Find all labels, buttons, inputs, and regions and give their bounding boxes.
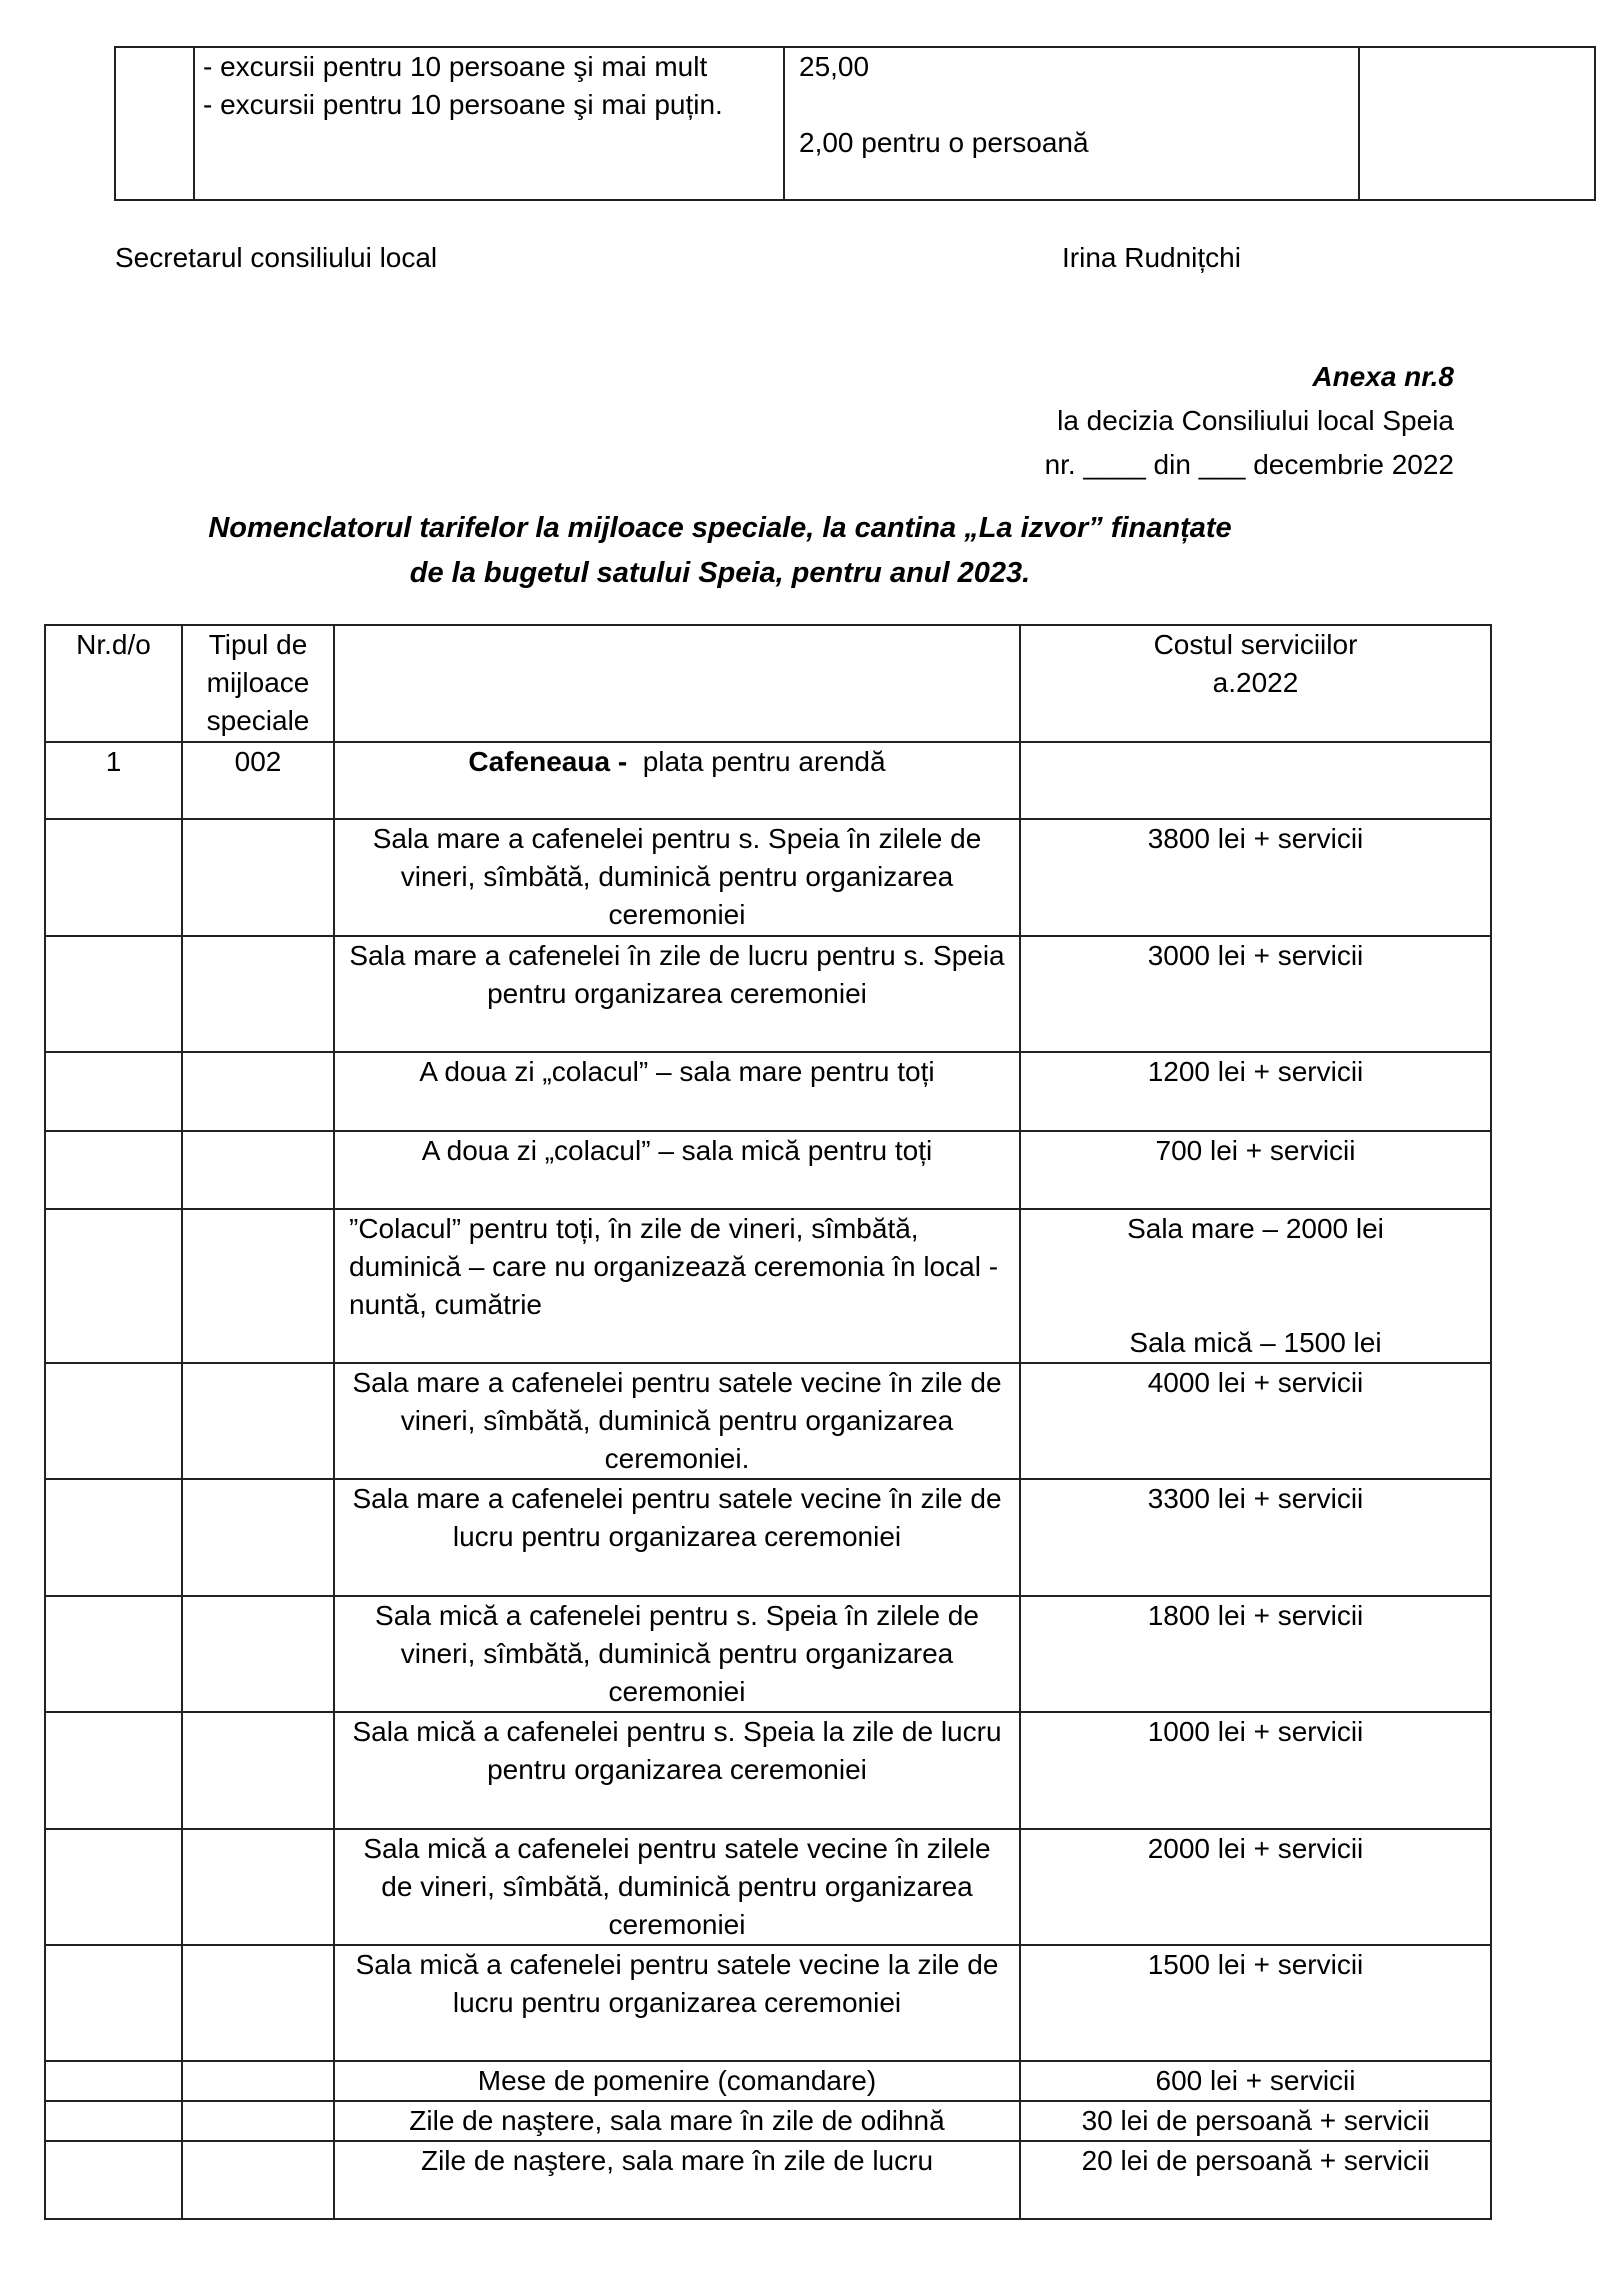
row-cost: 1000 lei + servicii — [1020, 1712, 1491, 1829]
excursion-more-label: - excursii pentru 10 persoane şi mai mult — [203, 51, 708, 82]
empty-cell — [182, 2061, 334, 2101]
row-cost: 1800 lei + servicii — [1020, 1596, 1491, 1712]
row-cost: 20 lei de persoană + servicii — [1020, 2141, 1491, 2219]
empty-cell — [182, 1479, 334, 1596]
document-title — [0, 506, 1440, 596]
table-row — [45, 2101, 1491, 2141]
excursion-less-price: 2,00 pentru o persoană — [799, 127, 1089, 158]
empty-cell — [182, 1712, 334, 1829]
empty-cell — [1359, 47, 1595, 200]
empty-cell — [45, 819, 182, 936]
table-row — [45, 1209, 1491, 1363]
row-cost-small-hall: Sala mică – 1500 lei — [1129, 1327, 1382, 1358]
row-cost: 4000 lei + servicii — [1020, 1363, 1491, 1479]
row-cost: 3300 lei + servicii — [1020, 1479, 1491, 1596]
previous-annex-table-fragment — [114, 46, 1596, 201]
empty-cell — [182, 1209, 334, 1363]
header-cost-line-1: Costul serviciilor — [1153, 629, 1358, 660]
row-description: A doua zi „colacul” – sala mică pentru toți — [334, 1131, 1020, 1209]
empty-cell — [45, 936, 182, 1052]
empty-cell — [182, 1052, 334, 1131]
row-description: Mese de pomenire (comandare) — [334, 2061, 1020, 2101]
row-cost-split — [1020, 1209, 1491, 1363]
table-header-row — [45, 625, 1491, 742]
spacer — [799, 86, 1358, 124]
excursion-description-cell — [194, 47, 784, 200]
row-description: Sala mare a cafenelei pentru s. Speia în zilele de vineri, sîmbătă, duminică pentru organizarea ceremoniei — [334, 819, 1020, 936]
row-description: Sala mare a cafenelei pentru satele vecine în zile de vineri, sîmbătă, duminică pentru organizarea ceremoniei. — [334, 1363, 1020, 1479]
section-title — [334, 742, 1020, 819]
row-cost: 3000 lei + servicii — [1020, 936, 1491, 1052]
empty-cell — [182, 2101, 334, 2141]
empty-cell — [45, 1596, 182, 1712]
split-cost — [1021, 1210, 1490, 1362]
row-cost: 1500 lei + servicii — [1020, 1945, 1491, 2061]
excursion-more-price: 25,00 — [799, 51, 870, 82]
annex-decision-line: la decizia Consiliului local Speia — [1057, 405, 1454, 436]
document-title-line-2: de la bugetul satului Speia, pentru anul 2023. — [409, 557, 1031, 589]
table-row — [45, 1596, 1491, 1712]
empty-cell — [45, 1945, 182, 2061]
row-description: Zile de naştere, sala mare în zile de odihnă — [334, 2101, 1020, 2141]
row-description: Zile de naştere, sala mare în zile de lucru — [334, 2141, 1020, 2219]
empty-cell — [45, 2101, 182, 2141]
table-row — [45, 1712, 1491, 1829]
section-title-rest: plata pentru arendă — [627, 746, 886, 777]
nr-cell — [115, 47, 194, 200]
annex-title: Anexa nr.8 — [1312, 361, 1454, 392]
section-title-bold: Cafeneaua - — [468, 746, 628, 777]
table-row — [45, 1052, 1491, 1131]
table-row — [45, 1479, 1491, 1596]
header-cost — [1020, 625, 1491, 742]
row-cost: 1200 lei + servicii — [1020, 1052, 1491, 1131]
secretary-role: Secretarul consiliului local — [115, 242, 438, 273]
empty-cell — [182, 1829, 334, 1945]
row-cost: 2000 lei + servicii — [1020, 1829, 1491, 1945]
table-row — [115, 47, 1595, 200]
excursion-price-cell — [784, 47, 1359, 200]
annex-header — [1045, 355, 1454, 487]
empty-cell — [45, 1052, 182, 1131]
table-row — [45, 1829, 1491, 1945]
row-description: Sala mare a cafenelei în zile de lucru pentru s. Speia pentru organizarea ceremoniei — [334, 936, 1020, 1052]
empty-cell — [182, 936, 334, 1052]
table-row — [45, 819, 1491, 936]
annex-number-date-line: nr. ____ din ___ decembrie 2022 — [1044, 449, 1454, 480]
empty-cell — [182, 1945, 334, 2061]
header-cost-line-2: a.2022 — [1212, 667, 1299, 698]
row-description: ”Colacul” pentru toți, în zile de vineri, sîmbătă, duminică – care nu organizează ceremonia în local - nuntă, cumătrie — [334, 1209, 1020, 1363]
section-type-code: 002 — [182, 742, 334, 819]
row-description: Sala mică a cafenelei pentru satele vecine în zilele de vineri, sîmbătă, duminică pentru organizarea ceremoniei — [334, 1829, 1020, 1945]
row-description: Sala mică a cafenelei pentru satele vecine la zile de lucru pentru organizarea ceremoniei — [334, 1945, 1020, 2061]
row-cost: 700 lei + servicii — [1020, 1131, 1491, 1209]
empty-cell — [45, 1712, 182, 1829]
row-description: Sala mare a cafenelei pentru satele vecine în zile de lucru pentru organizarea ceremoniei — [334, 1479, 1020, 1596]
empty-cell — [45, 1363, 182, 1479]
empty-cell — [182, 819, 334, 936]
empty-cell — [182, 1596, 334, 1712]
table-row — [45, 2061, 1491, 2101]
empty-cell — [45, 1209, 182, 1363]
header-nr: Nr.d/o — [45, 625, 182, 742]
section-row — [45, 742, 1491, 819]
empty-cell — [45, 1479, 182, 1596]
row-description: Sala mică a cafenelei pentru s. Speia la zile de lucru pentru organizarea ceremoniei — [334, 1712, 1020, 1829]
empty-cell — [45, 1829, 182, 1945]
empty-cell — [45, 2141, 182, 2219]
secretary-name: Irina Rudnițchi — [1062, 242, 1241, 273]
header-description — [334, 625, 1020, 742]
table-row — [45, 2141, 1491, 2219]
row-cost: 3800 lei + servicii — [1020, 819, 1491, 936]
row-cost-large-hall: Sala mare – 2000 lei — [1127, 1213, 1384, 1244]
table-row — [45, 1131, 1491, 1209]
row-cost: 600 lei + servicii — [1020, 2061, 1491, 2101]
empty-cell — [182, 2141, 334, 2219]
table-row — [45, 1363, 1491, 1479]
tariff-table — [44, 624, 1492, 2220]
section-cost — [1020, 742, 1491, 819]
empty-cell — [45, 2061, 182, 2101]
row-description: A doua zi „colacul” – sala mare pentru toți — [334, 1052, 1020, 1131]
row-cost: 30 lei de persoană + servicii — [1020, 2101, 1491, 2141]
excursion-less-label: - excursii pentru 10 persoane şi mai puțin. — [203, 89, 723, 120]
table-row — [45, 936, 1491, 1052]
header-type: Tipul de mijloace speciale — [182, 625, 334, 742]
empty-cell — [45, 1131, 182, 1209]
row-description: Sala mică a cafenelei pentru s. Speia în zilele de vineri, sîmbătă, duminică pentru organizarea ceremoniei — [334, 1596, 1020, 1712]
document-title-line-1: Nomenclatorul tarifelor la mijloace speciale, la cantina „La izvor” finanțate — [208, 512, 1232, 544]
empty-cell — [182, 1131, 334, 1209]
section-nr: 1 — [45, 742, 182, 819]
empty-cell — [182, 1363, 334, 1479]
table-row — [45, 1945, 1491, 2061]
